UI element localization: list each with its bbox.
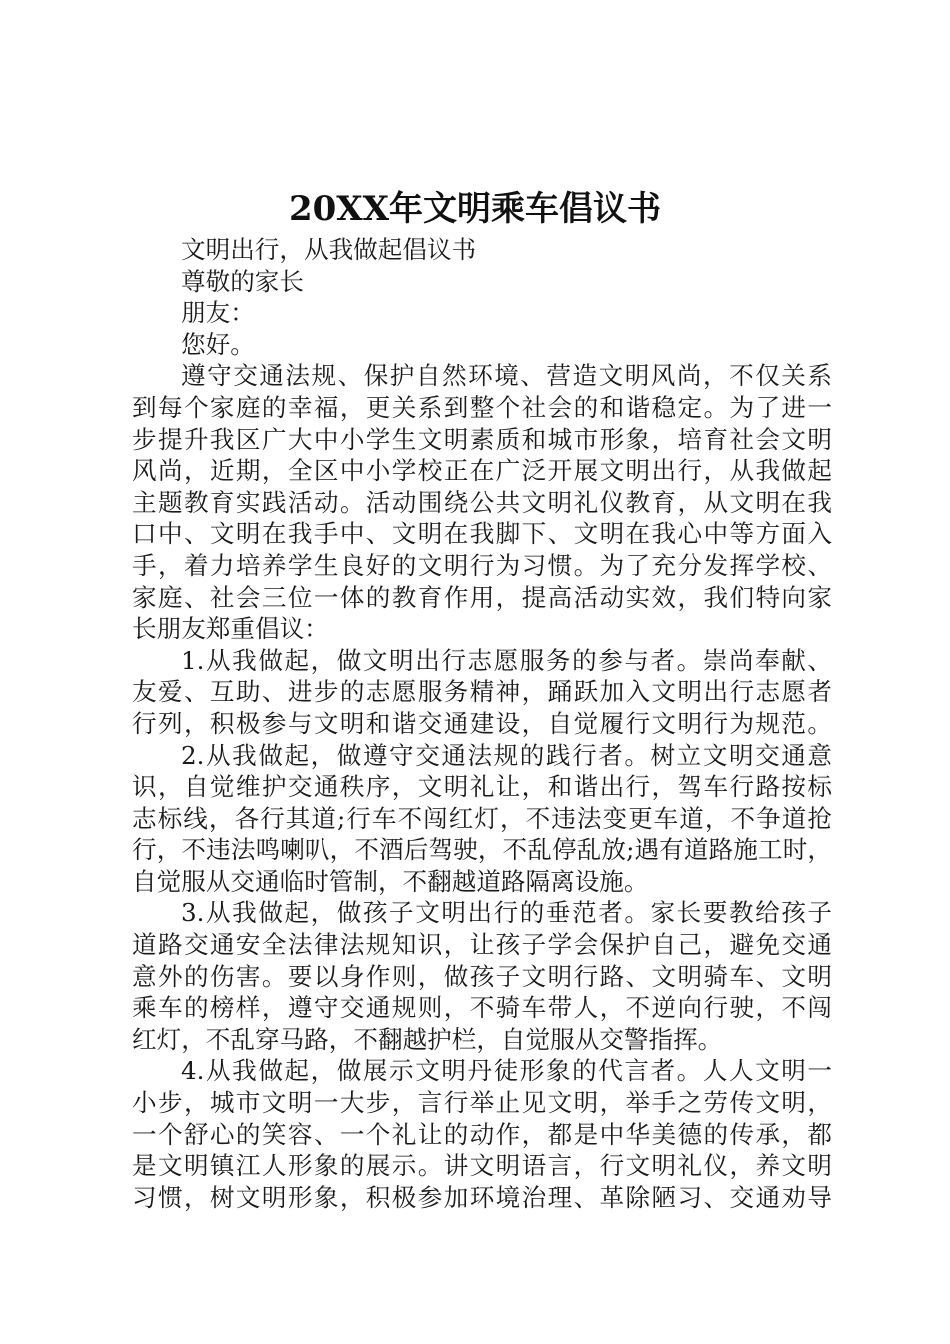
body-line: 2.从我做起，做遵守交通法规的践行者。树立文明交通意 (181, 740, 832, 770)
body-line: 行，不违法鸣喇叭，不酒后驾驶，不乱停乱放;遇有道路施工时， (132, 835, 832, 865)
body-line: 主题教育实践活动。活动围绕公共文明礼仪教育，从文明在我 (132, 487, 832, 517)
body-line: 自觉服从交通临时管制，不翻越道路隔离设施。 (132, 866, 649, 896)
document-body (132, 234, 832, 1213)
document-title: 20XX年文明乘车倡议书 (288, 189, 662, 229)
body-line: 长朋友郑重倡议： (132, 614, 329, 644)
body-line: 一个舒心的笑容、一个礼让的动作，都是中华美德的传承，都 (132, 1119, 832, 1149)
body-line: 志标线，各行其道;行车不闯红灯，不违法变更车道，不争道抢 (132, 803, 832, 833)
body-line: 习惯，树文明形象，积极参加环境治理、革除陋习、交通劝导 (132, 1182, 832, 1212)
body-line: 口中、文明在我手中、文明在我脚下、文明在我心中等方面入 (132, 519, 832, 549)
body-line: 到每个家庭的幸福，更关系到整个社会的和谐稳定。为了进一 (132, 392, 832, 422)
body-line: 乘车的榜样，遵守交通规则，不骑车带人，不逆向行驶，不闯 (132, 993, 832, 1023)
body-line: 手，着力培养学生良好的文明行为习惯。为了充分发挥学校、 (132, 550, 832, 580)
body-line: 步提升我区广大中小学生文明素质和城市形象，培育社会文明 (132, 424, 832, 454)
body-line: 红灯，不乱穿马路，不翻越护栏，自觉服从交警指挥。 (132, 1024, 723, 1054)
body-line: 您好。 (181, 329, 255, 359)
body-line: 家庭、社会三位一体的教育作用，提高活动实效，我们特向家 (132, 582, 832, 612)
body-line: 小步，城市文明一大步，言行举止见文明，举手之劳传文明， (132, 1088, 832, 1118)
body-line: 道路交通安全法律法规知识，让孩子学会保护自己，避免交通 (132, 930, 832, 960)
body-line: 风尚，近期，全区中小学校正在广泛开展文明出行，从我做起 (132, 456, 832, 486)
body-line: 3.从我做起，做孩子文明出行的垂范者。家长要教给孩子 (181, 898, 832, 928)
body-line: 4.从我做起，做展示文明丹徒形象的代言者。人人文明一 (181, 1056, 832, 1086)
body-line: 意外的伤害。要以身作则，做孩子文明行路、文明骑车、文明 (132, 961, 832, 991)
body-line: 识，自觉维护交通秩序，文明礼让，和谐出行，驾车行路按标 (132, 772, 832, 802)
body-line: 友爱、互助、进步的志愿服务精神，踊跃加入文明出行志愿者 (132, 677, 832, 707)
body-line: 遵守交通法规、保护自然环境、营造文明风尚，不仅关系 (181, 361, 832, 391)
body-line: 文明出行，从我做起倡议书 (181, 235, 477, 264)
body-line: 尊敬的家长 (181, 266, 304, 296)
body-line: 1.从我做起，做文明出行志愿服务的参与者。崇尚奉献、 (181, 645, 832, 675)
body-line: 是文明镇江人形象的展示。讲文明语言，行文明礼仪，养文明 (132, 1151, 832, 1181)
body-line: 朋友： (181, 298, 255, 328)
body-line: 行列，积极参与文明和谐交通建设，自觉履行文明行为规范。 (132, 708, 832, 738)
